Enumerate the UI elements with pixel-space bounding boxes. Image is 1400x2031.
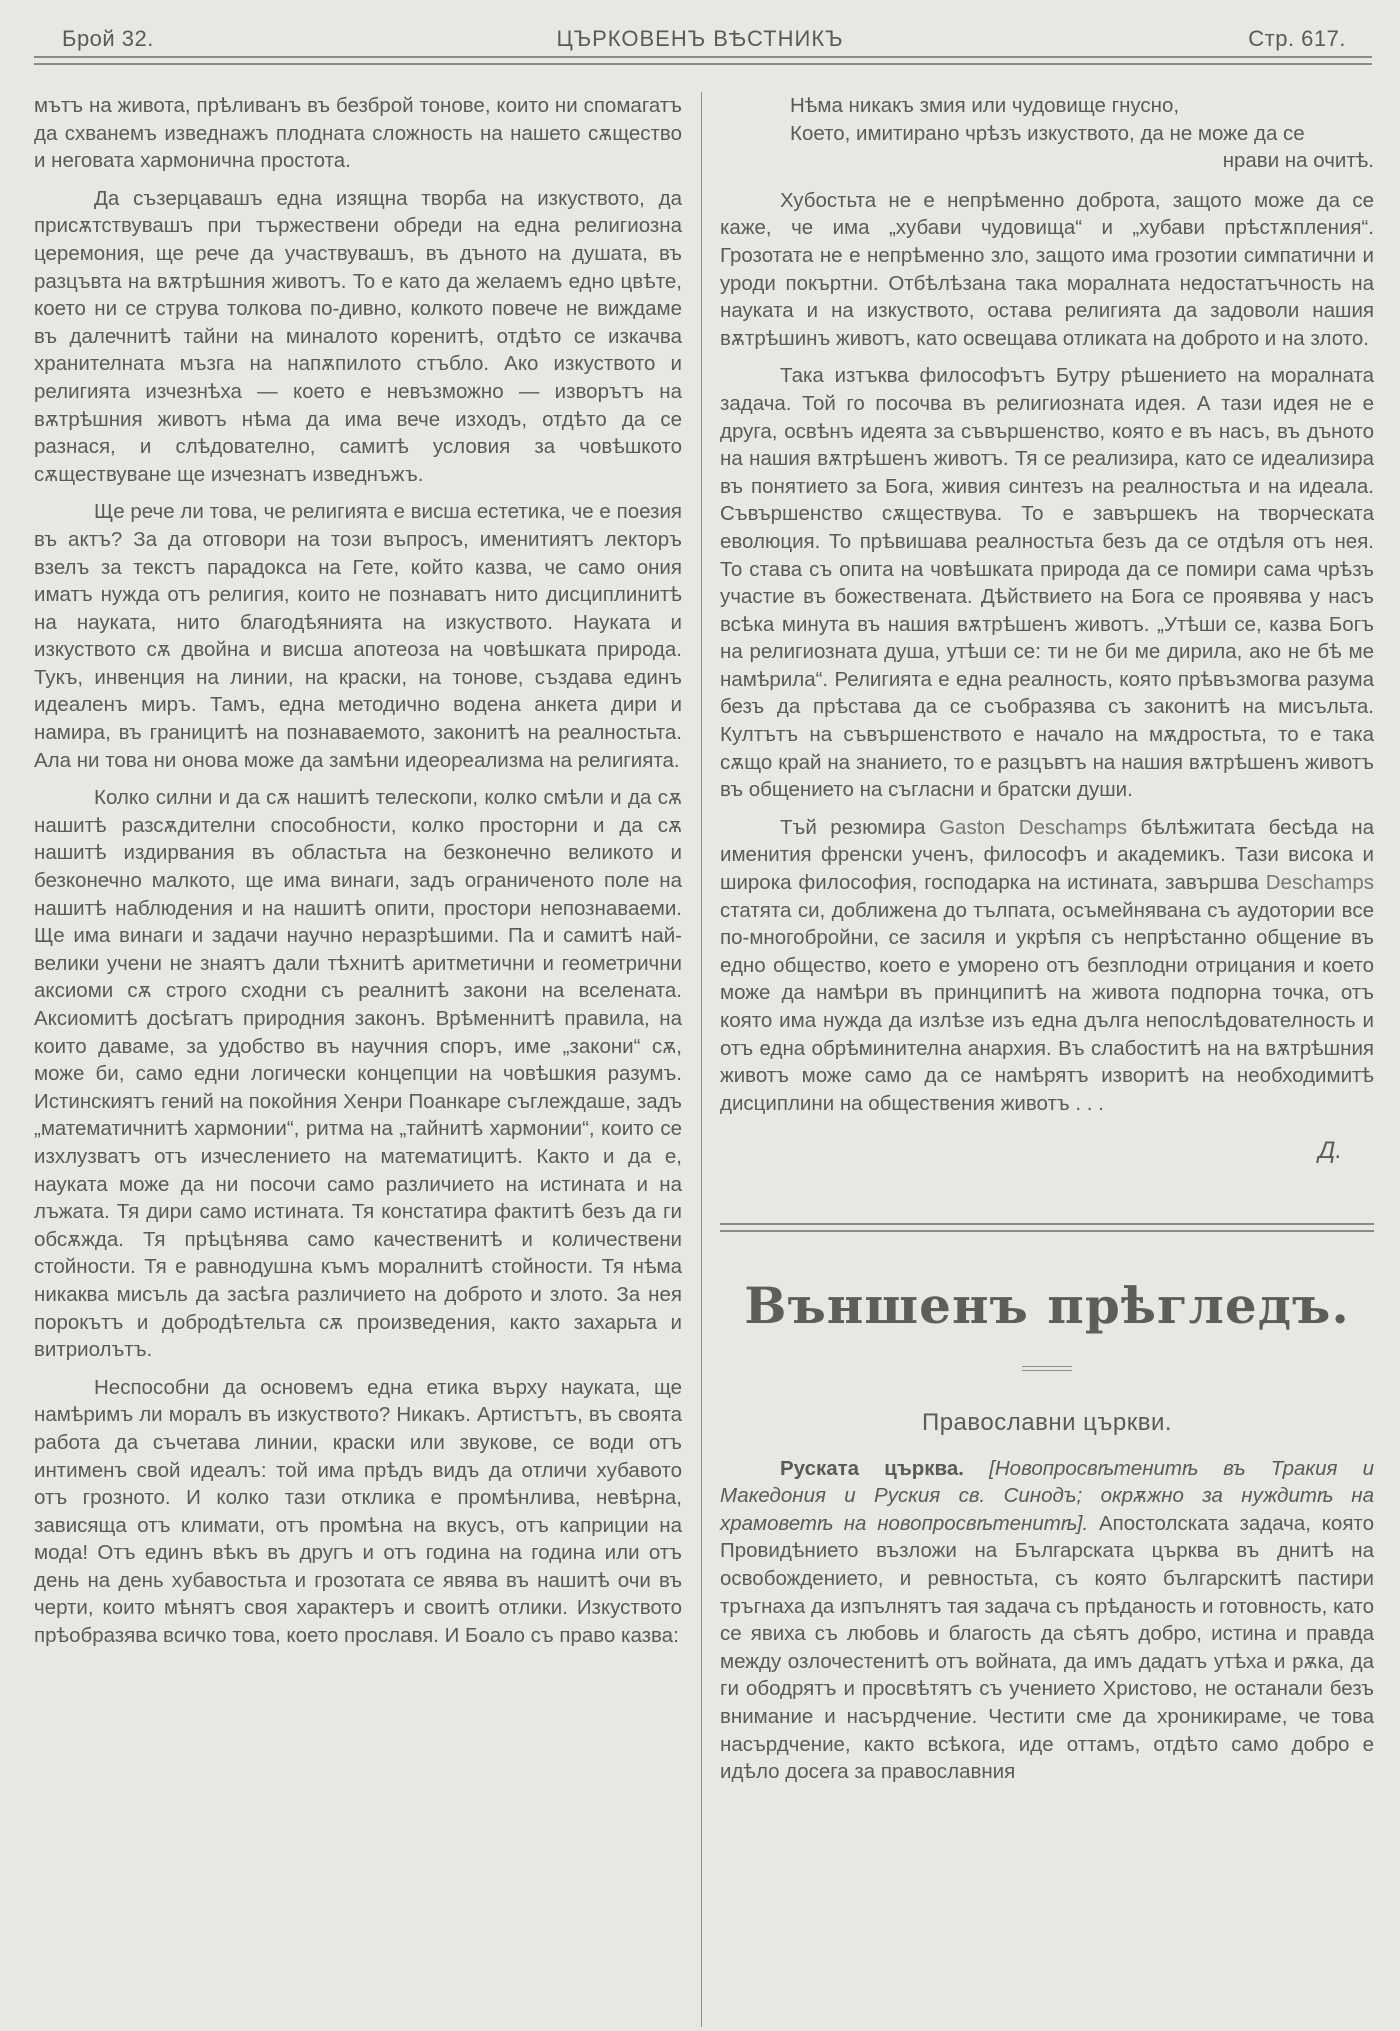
newspaper-title: ЦЪРКОВЕНЪ ВѢСТНИКЪ xyxy=(556,26,844,51)
page-number: Стр. 617. xyxy=(1248,26,1346,51)
news-summary: [Новопросвѣтенитѣ въ Тракия и Македония и Руския св. Синодъ; окрѫжно за нуждитѣ на храмоветѣ на новопросвѣтенитѣ]. xyxy=(720,1456,1374,1535)
poem-quote xyxy=(720,92,1374,175)
issue-number: Брой 32. xyxy=(62,26,154,51)
text-run: статята си, доближена до тълпата, осъмейнявана съ аудотории все по-многобройни, се засиля и укрѣпя съ непрѣстанно общение въ едно общество, което е уморено отъ безплодни отрицания и което може да намѣри въ принципитѣ на живота подпорна точка, отъ която има нужда да излѣзе изъ една дълга непослѣдователность и отъ една обрѣминителна анархия. Въ слабоститѣ на на вѫтрѣшния животъ може само да се намѣрятъ изворитѣ на необходимитѣ дисциплини на обществения животъ . . . xyxy=(720,898,1374,1115)
news-item xyxy=(720,1455,1374,1786)
section-double-rule xyxy=(720,1223,1374,1232)
poem-line: нрави на очитѣ. xyxy=(1222,149,1374,173)
column-divider xyxy=(701,92,702,2027)
right-column xyxy=(720,92,1374,1796)
paragraph: Ще рече ли това, че религията е висша естетика, че е поезия въ актъ? За да отговори на този въпросъ, именитиятъ лекторъ взелъ за текстъ парадокса на Гете, който казва, че само ония иматъ нужда отъ религия, които не познаватъ нито дисциплинитѣ на науката, нито благодѣянията на изкуството. Науката и изкуството сѫ двойна и висша апотеоза на човѣшката природа. Тукъ, инвенция на линии, на краски, на тонове, създава единъ идеаленъ миръ. Тамъ, една методично водена анкета дири и намира, въ границитѣ на познаваемото, законитѣ на реалностьта. Ала ни това ни онова може да замѣни идеореализма на религията. xyxy=(34,500,682,772)
text-run: бѣлѣжитата бесѣда на именития френски ученъ, философъ и академикъ. Тази висока и широка философия, господарка на истината, завършва xyxy=(720,815,1375,895)
header-double-rule xyxy=(34,56,1372,65)
section-title: Външенъ прѣгледъ. xyxy=(744,1275,1350,1335)
paragraph: Неспособни да основемъ една етика върху науката, ще намѣримъ ли моралъ въ изкуството? Никакъ. Артистътъ, въ своята работа да съчетава линии, краски или звукове, се води отъ интименъ свой идеалъ: той има прѣдъ видъ да отличи хубавото отъ грозното. И колко тази отклика е промѣнлива, невѣрна, зависяща отъ климати, отъ промѣна на вкусъ, отъ каприции на мода! Отъ единъ вѣкъ въ другъ и отъ година на година или отъ день на день хубавостьта и грозотата се явява въ нашитѣ очи въ черти, които мѣнятъ своя характеръ и своитѣ отлики. Изкуството прѣобразява всичко това, което прославя. И Боало съ право казва: xyxy=(34,1375,682,1648)
title-short-rule xyxy=(1022,1366,1072,1371)
summary-paragraph xyxy=(720,814,1374,1118)
left-column xyxy=(34,92,682,1660)
signature: Д. xyxy=(1318,1137,1342,1165)
paragraph: Колко силни и да сѫ нашитѣ телескопи, колко смѣли и да сѫ нашитѣ разсѫдителни способности, колко просторни и да сѫ нашитѣ издирвания въ областьта на безконечно великото и безконечно малкото, ще има винаги, задъ ограниченото поле на нашитѣ наблюдения и на нашитѣ опити, простори непознаваеми. Ще има винаги и задачи научно неразрѣшими. Па и самитѣ най-велики учени не знаятъ дали тѣхнитѣ аритметични и геометрични аксиоми сѫ строго сходни съ реалнитѣ закони на вселената. Аксиомитѣ досѣгатъ природния законъ. Врѣменнитѣ правила, на които даваме, за удобство въ научния споръ, име „закони“ сѫ, може би, само едни логически концепции на човѣшкия разумъ. Истинскиятъ гений на покойния Хенри Поанкаре съглеждаше, задъ „математичнитѣ хармонии“, ритма на „тайнитѣ хармонии“, които се изхлузватъ отъ изчеслението на математицитѣ. Както и да е, науката може да ни посочи само различието на истината и на лъжата. Тя дири само истината. Тя констатира фактитѣ безъ да ги обсѫжда. Тя прѣцѣнява само качественитѣ и количествени стойности. Тя е равнодушна къмъ моралнитѣ стойности. Тя нѣма никаква мисъль да засѣга различието на доброто и злото. За нея порокътъ и добродѣтельта сѫ произведения, както захарьта и витриолътъ. xyxy=(34,786,682,1362)
paragraph: Така изтъква философътъ Бутру рѣшението на моралната задача. Той го посочва въ религиозната идея. А тази идея не е друга, освѣнъ идеята за съвършенство, която е въ насъ, въ дъното на нашия вѫтрѣшенъ животъ. Тя се реализира, като се идеализира въ понятието за Бога, живия синтезъ на реалностьта и на идеала. Съвършенство сѫществува. То е завършекъ на творческата еволюция. То прѣвишава реалностьта безъ да се отдѣля отъ нея. То става съ опита на човѣшката природа да се помири сама чрѣзъ участие въ божествената. Дѣйствието на Бога се проявява у насъ всѣка минута въ нашия вѫтрѣшенъ животъ. „Утѣши се, казва Богъ на религиозната душа, утѣши се: ти не би ме дирила, ако не бѣ ме намѣрила“. Религията е една реалность, която прѣвъзмогва разума безъ да прѣстава да се съобразява съ законитѣ на мисъльта. Култътъ на съвършенството е начало на мѫдростьта, то е така сѫщо край на знанието, то е разцъвтъ на нашия вѫтрѣшенъ животъ въ общението на съгласни и братски души. xyxy=(720,364,1374,802)
subsection-title: Православни църкви. xyxy=(921,1408,1173,1436)
author-name: Gaston Deschamps xyxy=(939,815,1127,839)
news-body: Апостолската задача, която Провидѣнието възложи на Българската църква въ днитѣ на освобождението, и ревностьта, съ която българскитѣ пастири тръгнаха да изпълнятъ тая задача съ прѣданость и готовность, като се явиха съ любовь и благость да сѣятъ добро, истина и правда между озлочестенитѣ отъ войната, да имъ дадатъ утѣха и рѫка, да ги ободрятъ и просвѣтятъ съ учението Христово, не останали безъ внимание и насърдчение. Честити сме да хроникираме, че това насърдчение, както всѣкога, иде оттамъ, отдѣто само добро е идѣло досега за православния xyxy=(720,1511,1374,1784)
page-header xyxy=(34,26,1366,56)
poem-line: Което, имитирано чрѣзъ изкуството, да не може да се xyxy=(790,121,1305,145)
news-lead: Руската църква. xyxy=(780,1456,964,1480)
paragraph: Да съзерцавашъ една изящна творба на изкуството, да присѫтствувашъ при тържествени обреди на една религиозна церемония, ще рече да участвувашъ, въ дъното на душата, въ разцъвта на вѫтрѣшния животъ. То е като да желаемъ едно цвѣте, което ни се струва толкова по-дивно, колкото повече не виждаме въ далечнитѣ тайни на миналото коренитѣ, отдѣто се изкачва хранителната мъзга на напѫпилото стъбло. Ако изкуството и религията изчезнѣха — което е невъзможно — изворътъ на вѫтрѣшния животъ нѣма да има вече изходъ, отдѣто да се разнася, и слѣдователно, самитѣ условия за човѣшкото сѫществуване ще изчезнатъ изведнъжъ. xyxy=(34,186,682,486)
author-name: Deschamps xyxy=(1265,871,1374,895)
paragraph: Хубостьта не е непрѣменно доброта, защото може да се каже, че има „хубави чудовища“ и „хубави прѣстѫпления“. Грозотата не е непрѣменно зло, защото има грозотии симпатични и уроди покъртни. Отбѣлѣзана така моралната недостатъчность на науката и на изкуството, остава религията да задоволи нашия вѫтрѣшинъ животъ, като освещава отликата на доброто и на злото. xyxy=(720,188,1374,350)
poem-line: Нѣма никакъ змия или чудовище гнусно, xyxy=(790,94,1180,117)
paragraph: мътъ на живота, прѣливанъ въ безброй тонове, които ни спомагатъ да схванемъ изведнажъ плодната сложность на нашето сѫщество и неговата хармонична простота. xyxy=(34,94,682,173)
text-run: Тъй резюмира xyxy=(780,815,940,839)
